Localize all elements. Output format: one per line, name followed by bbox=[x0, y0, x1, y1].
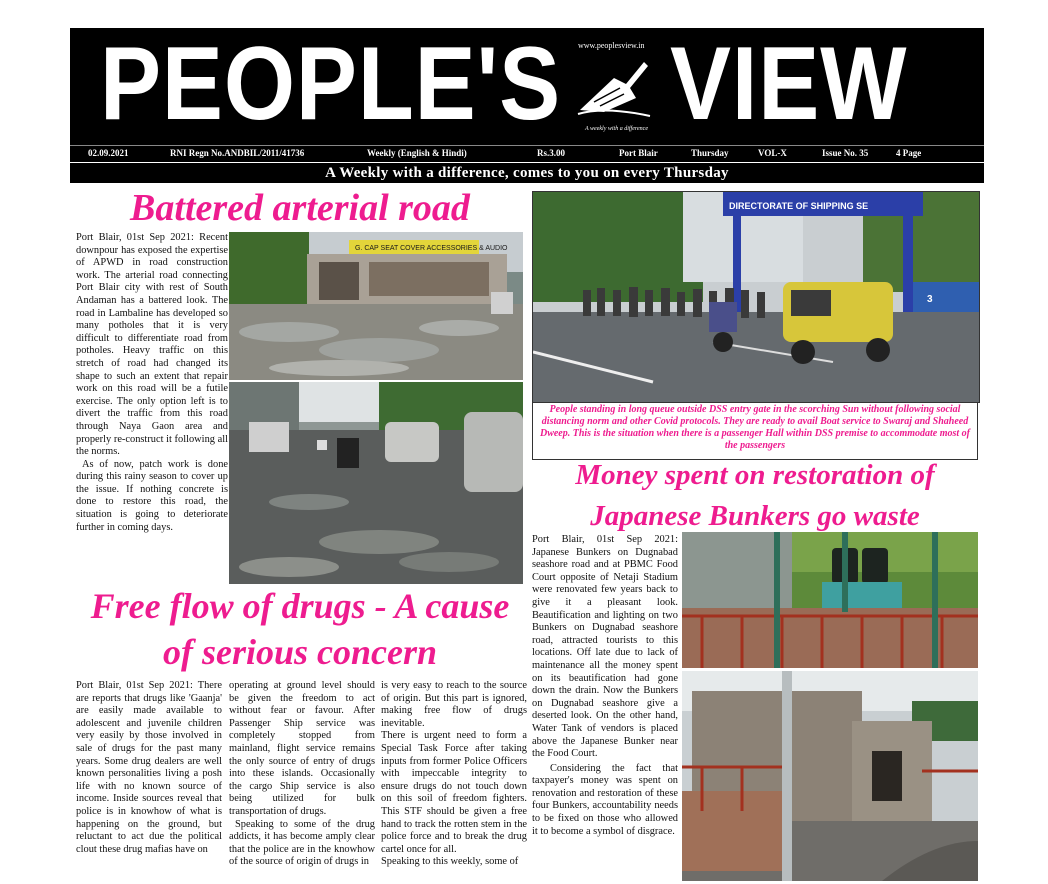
rni-number: RNI Regn No.ANDBIL/2011/41736 bbox=[170, 148, 305, 158]
road-puddles-photo bbox=[229, 232, 523, 380]
bunkers-paragraph: Considering the fact that taxpayer's money was spent on renovation and restoration of these four Bunkers, accountability needs to be fixed on those who allowed it to become a symbol of disgrace. bbox=[532, 762, 678, 837]
page-count: 4 Page bbox=[896, 148, 922, 158]
road-paragraph: Port Blair, 01st Sep 2021: Recent downpour has exposed the expertise of APWD in road construction work. The arterial road connecting Port Blair city with rest of South Andaman has a battered look. The road in Lambaline has developed so many potholes that it is very difficult to differentiate road from potholes. Heavy traffic on this stretch of road had changed its shape to such an extent that repair work on this road will be a futile exercise. The only option left is to divert the traffic from this road through Naya Gaon area and properly re-construct it following all the norms. bbox=[76, 232, 228, 458]
drugs-paragraph: is very easy to reach to the source of origin. But this part is ignored, making free flow of drugs inevitable. bbox=[381, 680, 527, 729]
volume: VOL-X bbox=[758, 148, 787, 158]
masthead-tagline-small: A weekly with a difference bbox=[585, 126, 648, 132]
drugs-paragraph: There is urgent need to form a Special Task Force after taking inputs from former Police Officers with impeccable integrity to ensure drugs do not touch down on this soil of freedom fighters. This STF should be given a free hand to track the rotten stem in the police force and to break the drug cartel once for all. bbox=[381, 730, 527, 855]
issue-date: 02.09.2021 bbox=[88, 148, 129, 158]
shop-sign: G. CAP SEAT COVER ACCESSORIES & AUDIO bbox=[355, 245, 508, 252]
drugs-headline-line1: Free flow of drugs - A cause bbox=[90, 586, 510, 626]
masthead-title-right: VIEW bbox=[670, 28, 908, 142]
drugs-headline-line2: of serious concern bbox=[162, 632, 437, 672]
drugs-column-3 bbox=[381, 680, 527, 884]
dss-photo-caption: People standing in long queue outside DSS entry gate in the scorching Sun without following social distancing norm and other Covid protocols. They are ready to avail Boat service to Swaraj and Shaheed Dweep. This is the situation when there is a passenger Hall within DSS premise to accommodate most of the passengers bbox=[532, 402, 978, 460]
bunker-water-tank-photo bbox=[682, 532, 978, 668]
potholed-road-photo bbox=[229, 382, 523, 584]
masthead-title-left: PEOPLE'S bbox=[100, 28, 562, 142]
issue-info-bar bbox=[70, 145, 984, 162]
road-headline: Battered arterial road bbox=[130, 187, 470, 229]
drugs-paragraph: operating at ground level should be given the freedom to act without fear or favour. After Passenger Ship service was completely stopped from mainland, flight service remains the only source of entry of drugs into these islands. Occasionally the cargo Ship service is also being utilized for bulk transportation of drugs. bbox=[229, 680, 375, 817]
bunkers-article-body bbox=[532, 534, 678, 884]
road-paragraph: As of now, patch work is done during this rainy season to cover up the issue. If nothing concrete is done to restore this road, the situation is going to deteriorate further in coming days. bbox=[76, 458, 228, 533]
weekly-tagline: A Weekly with a difference, comes to you on every Thursday bbox=[70, 162, 984, 183]
dss-sign: DIRECTORATE OF SHIPPING SE bbox=[729, 201, 869, 211]
day: Thursday bbox=[691, 148, 729, 158]
road-article-body bbox=[76, 232, 228, 582]
place: Port Blair bbox=[619, 148, 658, 158]
website-url: www.peoplesview.in bbox=[578, 41, 645, 50]
gate-number: 3 bbox=[927, 294, 933, 305]
bunkers-headline-line1: Money spent on restoration of bbox=[575, 459, 935, 491]
drugs-column-2 bbox=[229, 680, 375, 884]
masthead bbox=[70, 28, 984, 145]
newspaper-page bbox=[70, 28, 984, 884]
price: Rs.3.00 bbox=[537, 148, 566, 158]
frequency: Weekly (English & Hindi) bbox=[367, 148, 467, 158]
bunkers-paragraph: Port Blair, 01st Sep 2021: Japanese Bunkers on Dugnabad seashore road and at PBMC Food Court opposite of Netaji Stadium were renovated few years back to give it a pleasant look. Beautification and lighting on two Bunkers on Dugnabad seashore road, attracted tourists to this locations. Off late due to lack of maintenance all the money spent on its beautification had gone down the drain. Now the Bunkers on Dugnabad seashore give a deserted look. On the other hand, Water Tank of vendors is placed above the Japanese Bunker near the Food Court. bbox=[532, 534, 678, 760]
bunker-seashore-photo bbox=[682, 671, 978, 881]
drugs-paragraph: Port Blair, 01st Sep 2021: There are reports that drugs like 'Gaanja' are easily made available to adolescent and juvenile children very easily by those involved in sale of drugs for the past many years. Some drug dealers are well known personalities living a posh life with no known source of income. Inside sources reveal that police is in knowhow of what is happening on the ground, but reluctant to act due the political clout these drug mafias have on bbox=[76, 680, 222, 855]
drugs-column-1 bbox=[76, 680, 222, 884]
drugs-paragraph: Speaking to some of the drug addicts, it has become amply clear that the police are in the knowhow of the source of origin of drugs in bbox=[229, 818, 375, 868]
issue-number: Issue No. 35 bbox=[822, 148, 869, 158]
bunkers-headline-line2: Japanese Bunkers go waste bbox=[590, 500, 920, 532]
pen-hand-icon bbox=[574, 58, 654, 120]
drugs-paragraph: Speaking to this weekly, some of bbox=[381, 856, 519, 868]
dss-queue-photo bbox=[532, 191, 980, 403]
